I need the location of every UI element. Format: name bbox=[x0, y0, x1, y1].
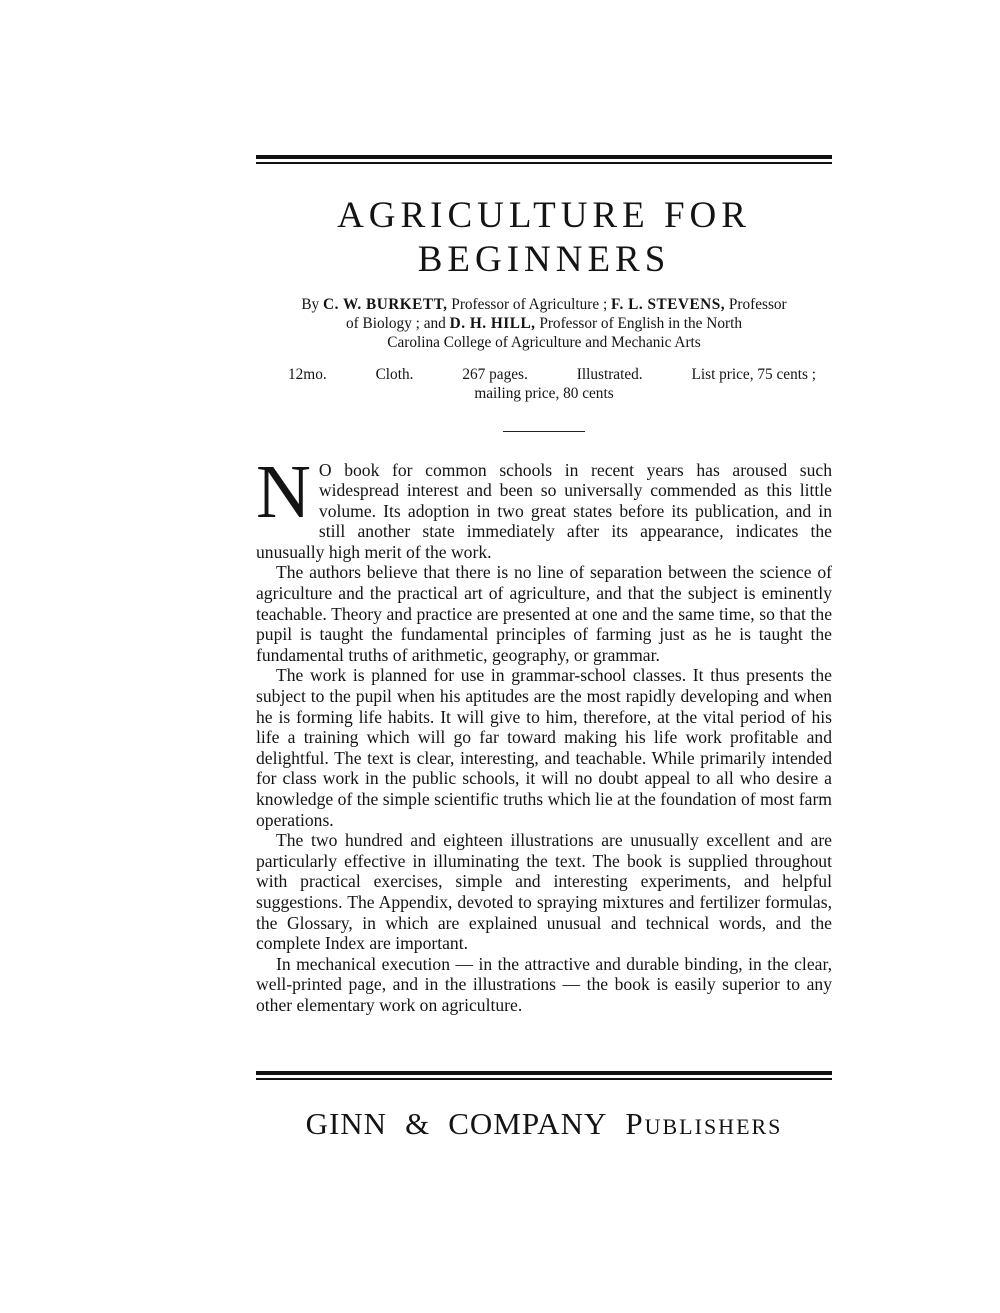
paragraph-5: In mechanical execution — in the attractive and durable binding, in the clear, well-printed page, and in the illustrations — the book is easily superior to any other elementary work on agriculture. bbox=[256, 953, 832, 1015]
drop-cap: N bbox=[256, 449, 311, 534]
role-burkett: Professor of Agriculture ; bbox=[447, 295, 612, 313]
role-stevens: Professor bbox=[725, 295, 787, 313]
mailing-price: mailing price, 80 cents bbox=[474, 384, 614, 402]
byline-by: By bbox=[301, 295, 324, 313]
publisher-ampersand: & bbox=[405, 1106, 431, 1141]
book-title-line2: BEGINNERS bbox=[417, 238, 671, 280]
publisher-name: GINN bbox=[305, 1106, 388, 1141]
publication-info bbox=[256, 365, 832, 403]
top-rule-thin bbox=[256, 162, 832, 164]
description-text bbox=[256, 449, 832, 1016]
format: 12mo. bbox=[288, 365, 327, 383]
bottom-rule-thin bbox=[256, 1078, 832, 1080]
bottom-rules bbox=[256, 1071, 832, 1080]
publication-info-line1 bbox=[256, 365, 832, 384]
author-burkett: C. W. BURKETT, bbox=[323, 295, 448, 313]
publisher-label: Publishers bbox=[625, 1106, 783, 1141]
publisher-imprint bbox=[256, 1106, 832, 1142]
byline-line3: Carolina College of Agriculture and Mechanic Arts bbox=[387, 333, 701, 351]
publisher-company: COMPANY bbox=[448, 1106, 608, 1141]
byline bbox=[256, 295, 832, 352]
role-stevens-cont: of Biology ; and bbox=[345, 314, 450, 332]
paragraph-1 bbox=[256, 449, 832, 563]
role-hill: Professor of English in the North bbox=[535, 314, 742, 332]
paragraph-2: The authors believe that there is no line of separation between the science of agriculture and the practical art of agriculture, and that the subject is eminently teachable. Theory and practice are presented at one and the same time, so that the pupil is taught the fundamental principles of farming just as he is taught the fundamental truths of arithmetic, geography, or grammar. bbox=[256, 562, 832, 665]
author-stevens: F. L. STEVENS, bbox=[611, 295, 726, 313]
section-divider bbox=[503, 431, 585, 432]
list-price: List price, 75 cents ; bbox=[691, 365, 816, 383]
illustrated: Illustrated. bbox=[576, 365, 643, 383]
paragraph-4: The two hundred and eighteen illustrations are unusually excellent and are particularly effective in illuminating the text. The book is supplied throughout with practical exercises, simple and interesting experiments, and helpful suggestions. The Appendix, devoted to spraying mixtures and fertilizer formulas, the Glossary, in which are explained unusual and technical words, and the complete Index are important. bbox=[256, 830, 832, 954]
binding: Cloth. bbox=[375, 365, 414, 383]
paragraph-3: The work is planned for use in grammar-school classes. It thus presents the subject to the pupil when his aptitudes are the most rapidly developing and when he is forming life habits. It will give to him, therefore, at the vital period of his life a training which will go far toward making his life work profitable and delightful. The text is clear, interesting, and teachable. While primarily intended for class work in the public schools, it will no doubt appeal to all who desire a knowledge of the simple scientific truths which lie at the foundation of most farm operations. bbox=[256, 665, 832, 830]
byline-line1 bbox=[256, 295, 832, 314]
book-notice-page bbox=[256, 155, 832, 1016]
author-hill: D. H. HILL, bbox=[449, 314, 536, 332]
byline-line2 bbox=[256, 314, 832, 333]
paragraph-1-text: O book for common schools in recent years has aroused such widespread interest and been so universally commended as this little volume. Its adoption in two great states before its publication, and in still another state immediately after its appearance, indicates the unusually high merit of the work. bbox=[256, 459, 832, 562]
book-title-line1: AGRICULTURE FOR bbox=[337, 194, 751, 236]
page-count: 267 pages. bbox=[462, 365, 528, 383]
